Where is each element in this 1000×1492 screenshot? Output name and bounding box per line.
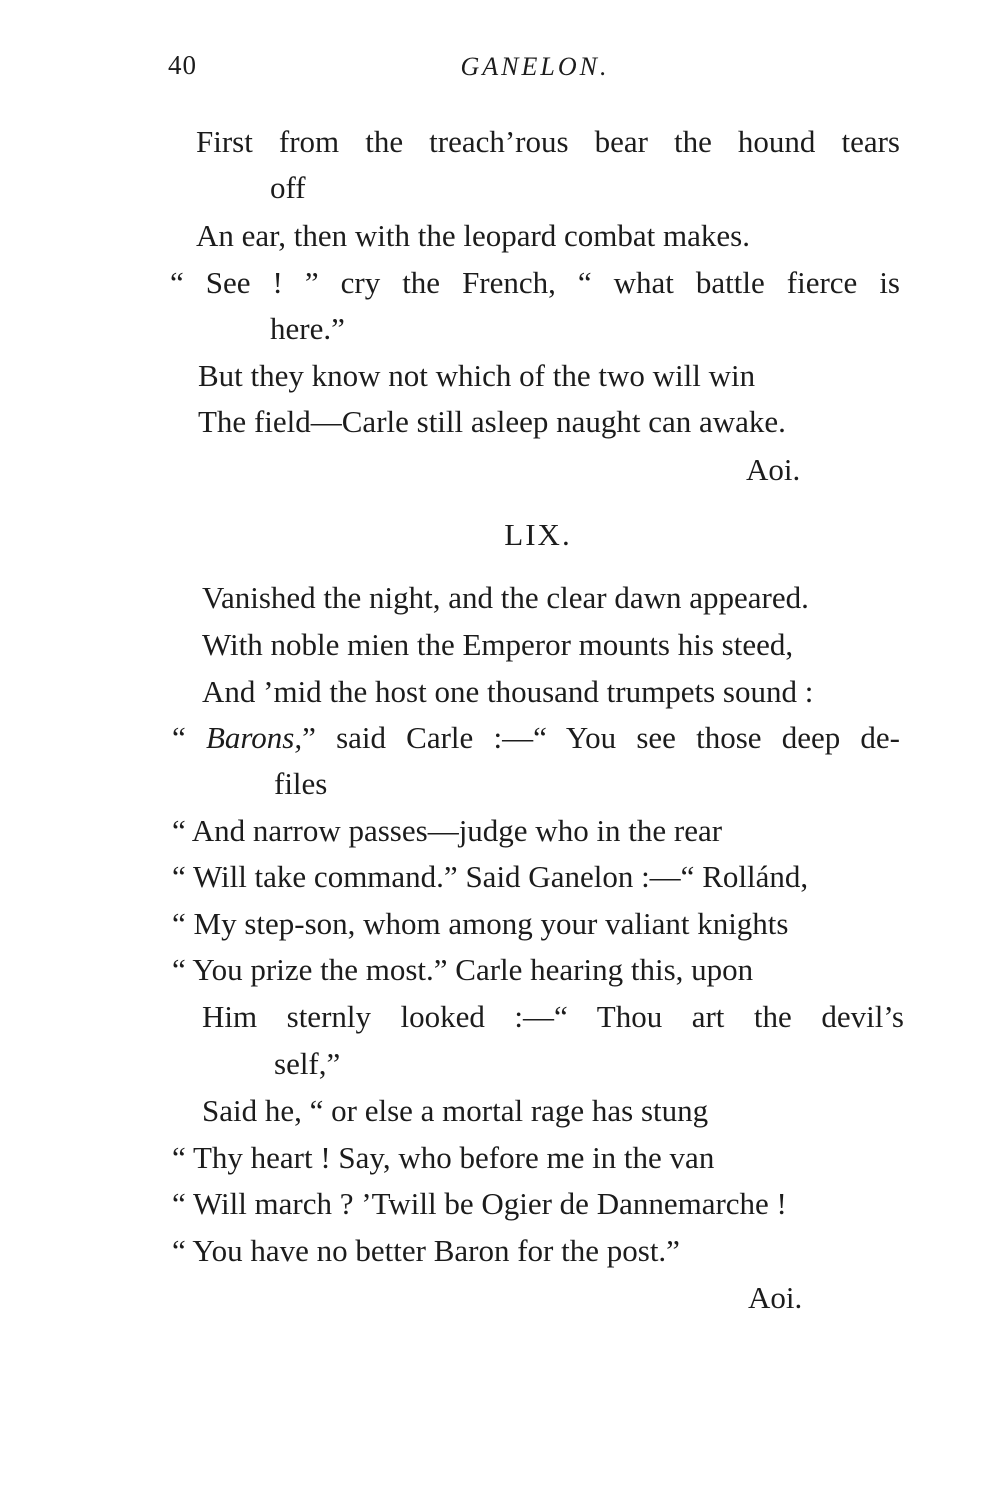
italic-word: Barons, <box>205 720 303 755</box>
verse-line: An ear, then with the leopard combat makes. <box>196 218 750 253</box>
verse-line: “ You prize the most.” Carle hearing this, upon <box>172 952 754 987</box>
verse-line: here.” <box>270 311 345 346</box>
open-quote: “ <box>172 720 206 755</box>
verse-line <box>172 720 900 756</box>
verse-line: The field—Carle still asleep naught can awake. <box>198 404 786 439</box>
verse-line: But they know not which of the two will win <box>198 358 756 393</box>
section-heading: LIX. <box>504 517 572 552</box>
verse-line: “ My step-son, whom among your valiant knights <box>172 906 789 941</box>
page-number: 40 <box>168 50 197 80</box>
verse-line: “ Will march ? ’Twill be Ogier de Dannemarche ! <box>172 1186 787 1221</box>
verse-line: off <box>270 170 306 205</box>
verse-line: self,” <box>274 1046 341 1081</box>
line-remainder: ” said Carle :—“ You see those deep de- <box>302 720 901 755</box>
refrain-aoi: Aoi. <box>748 1280 803 1315</box>
verse-line: Said he, “ or else a mortal rage has stung <box>202 1093 709 1128</box>
verse-line: files <box>274 766 328 801</box>
verse-line: Vanished the night, and the clear dawn appeared. <box>202 580 809 615</box>
verse-line: “ See ! ” cry the French, “ what battle fierce is <box>170 265 900 300</box>
verse-line: First from the treach’rous bear the hound tears <box>196 124 900 159</box>
verse-line: Him sternly looked :—“ Thou art the devil’s <box>202 999 904 1034</box>
verse-line: “ Thy heart ! Say, who before me in the van <box>172 1140 715 1175</box>
refrain-aoi: Aoi. <box>746 452 801 487</box>
verse-line: “ You have no better Baron for the post.” <box>172 1233 680 1268</box>
verse-line: And ’mid the host one thousand trumpets sound : <box>202 674 814 709</box>
verse-line: With noble mien the Emperor mounts his steed, <box>202 627 794 662</box>
verse-line: “ Will take command.” Said Ganelon :—“ Rollánd, <box>172 859 809 894</box>
verse-line: “ And narrow passes—judge who in the rear <box>172 813 723 848</box>
running-title: GANELON. <box>460 52 610 81</box>
